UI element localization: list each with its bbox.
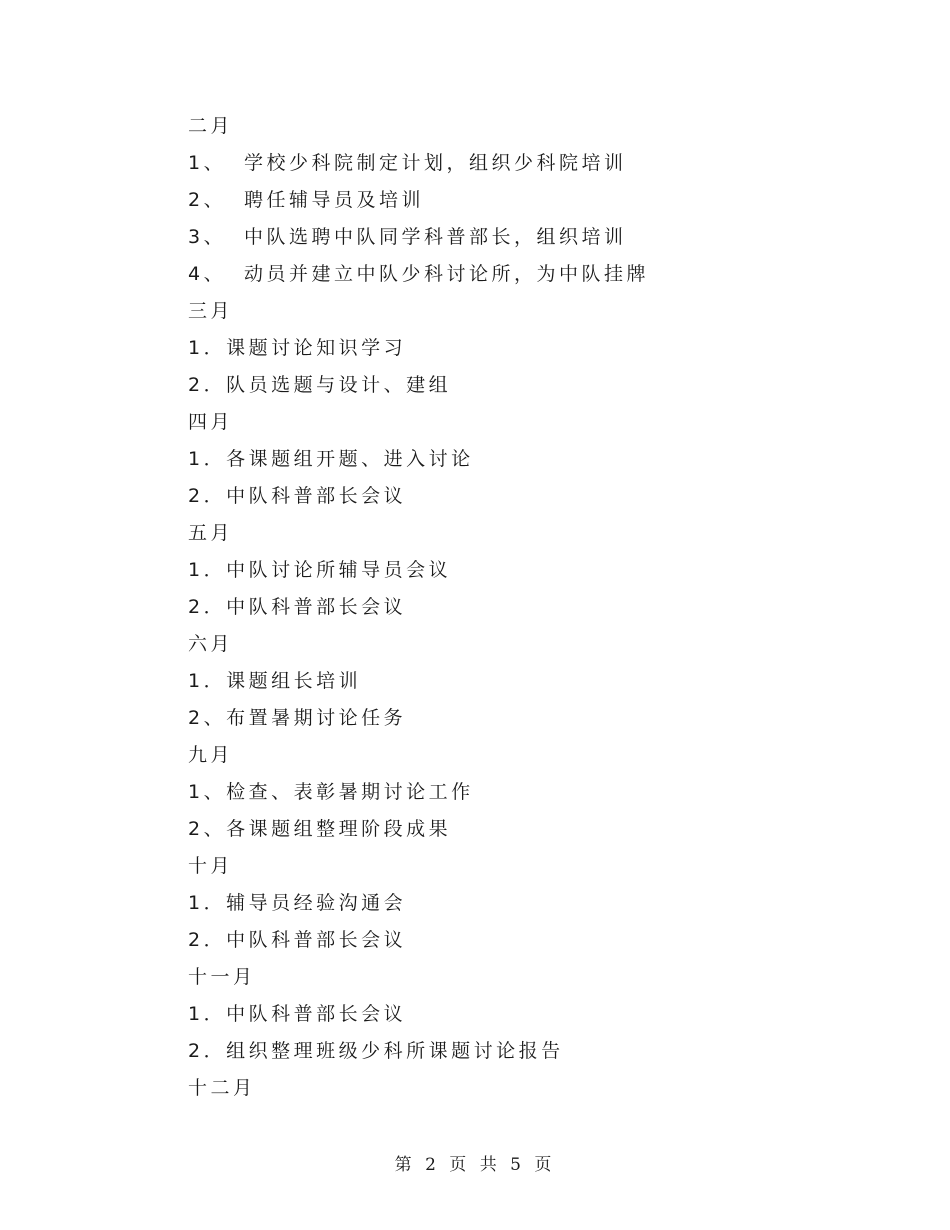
item-number: 2． (188, 374, 227, 396)
item-number: 3、 (188, 226, 227, 248)
item-number: 1． (188, 670, 227, 692)
item-text: 学校少科院制定计划，组织少科院培训 (244, 152, 627, 174)
month-heading: 三月 (188, 300, 234, 322)
item-text: 检查、表彰暑期讨论工作 (226, 781, 474, 803)
item-text: 布置暑期讨论任务 (226, 707, 407, 729)
item-text: 中队科普部长会议 (226, 1003, 407, 1025)
month-heading: 六月 (188, 633, 234, 655)
month-heading: 九月 (188, 744, 234, 766)
list-item (188, 182, 868, 219)
document-body (188, 108, 868, 1107)
list-item (188, 811, 868, 848)
item-number: 2． (188, 929, 227, 951)
item-number: 2． (188, 485, 227, 507)
month-heading: 十二月 (188, 1077, 256, 1099)
list-item (188, 330, 868, 367)
month-heading: 五月 (188, 522, 234, 544)
item-text: 中队讨论所辅导员会议 (226, 559, 452, 581)
list-item (188, 663, 868, 700)
item-text: 中队科普部长会议 (226, 596, 407, 618)
list-item (188, 145, 868, 182)
item-text: 聘任辅导员及培训 (244, 189, 425, 211)
item-number: 1． (188, 559, 227, 581)
list-item (188, 367, 868, 404)
item-number: 2． (188, 596, 227, 618)
list-item (188, 219, 868, 256)
list-item (188, 885, 868, 922)
item-number: 1． (188, 1003, 227, 1025)
list-item (188, 700, 868, 737)
list-item (188, 774, 868, 811)
item-number: 4、 (188, 263, 227, 285)
list-item (188, 589, 868, 626)
item-number: 1． (188, 448, 227, 470)
list-item (188, 922, 868, 959)
item-text: 中队科普部长会议 (226, 485, 407, 507)
item-text: 各课题组开题、进入讨论 (226, 448, 474, 470)
item-number: 1． (188, 337, 227, 359)
item-text: 课题组长培训 (226, 670, 362, 692)
month-heading: 十月 (188, 855, 234, 877)
item-text: 动员并建立中队少科讨论所，为中队挂牌 (244, 263, 650, 285)
item-text: 中队选聘中队同学科普部长，组织培训 (244, 226, 627, 248)
month-heading: 十一月 (188, 966, 256, 988)
item-text: 辅导员经验沟通会 (226, 892, 407, 914)
item-text: 各课题组整理阶段成果 (226, 818, 452, 840)
list-item (188, 256, 868, 293)
list-item (188, 552, 868, 589)
item-number: 1． (188, 892, 227, 914)
item-text: 队员选题与设计、建组 (226, 374, 452, 396)
list-item (188, 478, 868, 515)
item-text: 中队科普部长会议 (226, 929, 407, 951)
item-text: 组织整理班级少科所课题讨论报告 (226, 1040, 564, 1062)
month-heading: 二月 (188, 115, 234, 137)
item-number: 2、 (188, 818, 227, 840)
list-item (188, 996, 868, 1033)
item-number: 1、 (188, 781, 227, 803)
item-number: 2、 (188, 707, 227, 729)
item-text: 课题讨论知识学习 (226, 337, 407, 359)
item-number: 2、 (188, 189, 227, 211)
page-number-footer: 第 2 页 共 5 页 (394, 1155, 556, 1175)
list-item (188, 441, 868, 478)
item-number: 2． (188, 1040, 227, 1062)
list-item (188, 1033, 868, 1070)
month-heading: 四月 (188, 411, 234, 433)
item-number: 1、 (188, 152, 227, 174)
